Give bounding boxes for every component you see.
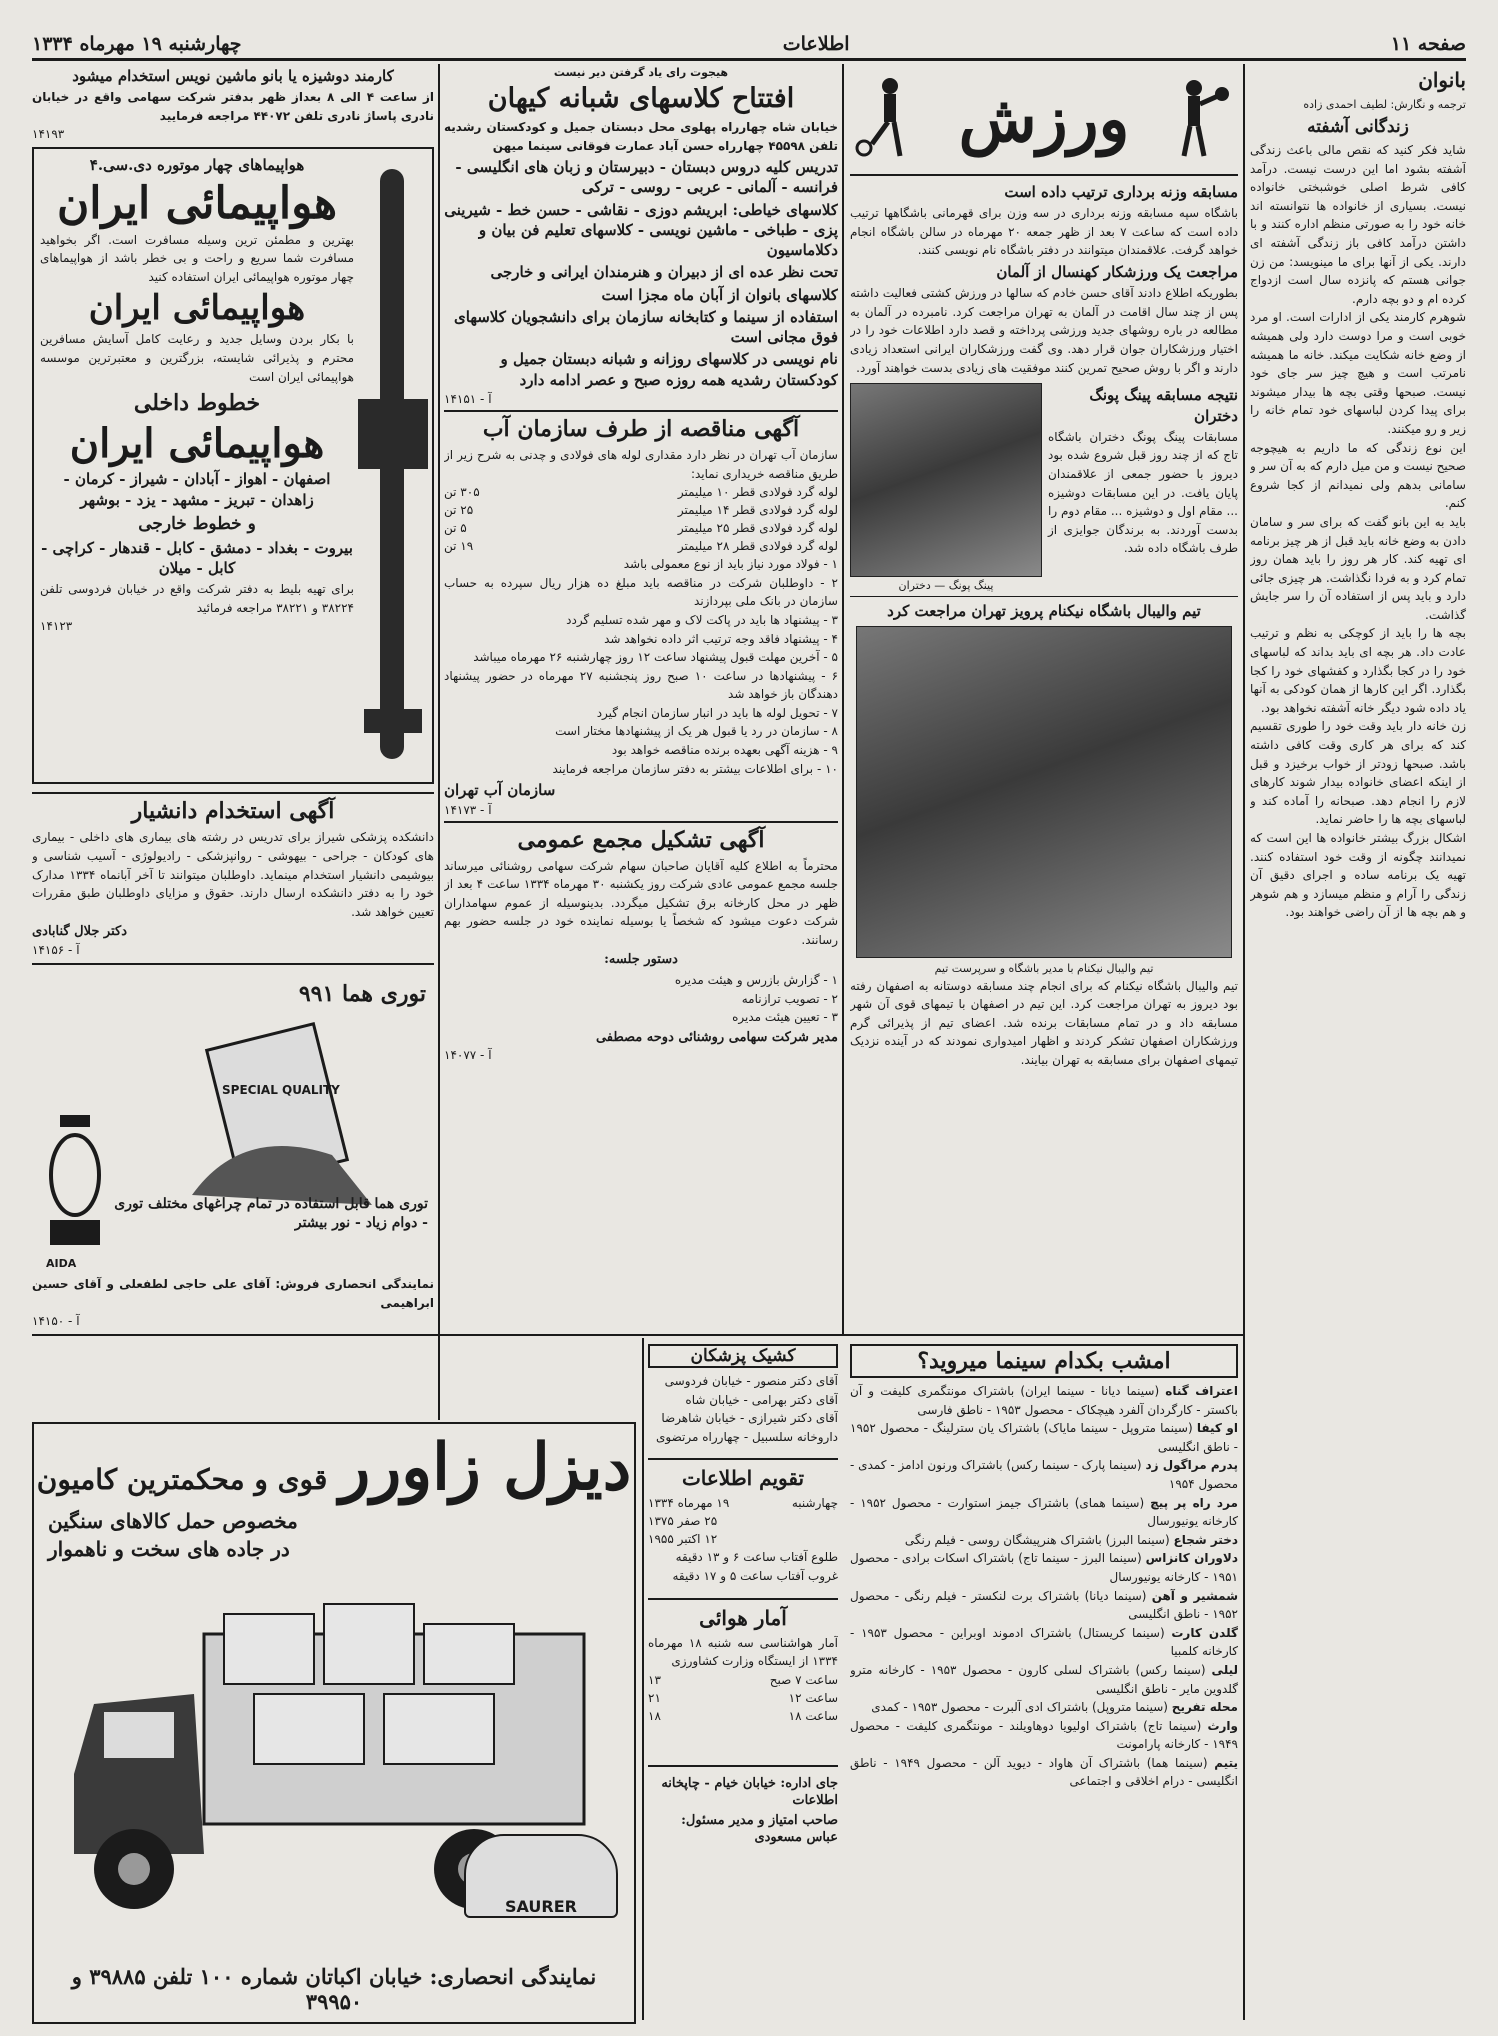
classes-title: افتتاح کلاسهای شبانه کیهان (487, 83, 795, 114)
agenda-item: ۳ - تعیین هیئت مدیره (732, 1010, 838, 1025)
film-info: (سینما البرز - سینما تاج) باشتراک اسکات برادی - محصول ۱۹۵۱ - کارخانه یونیورسال (850, 1551, 1238, 1584)
tender-condition: ۲ - داوطلبان شرکت در مناقصه باید مبلغ ده هزار ریال سپرده به حساب سازمان در بانک ملی بپردازند (444, 575, 838, 609)
lantern-icon (40, 1105, 110, 1255)
hiring-body: از ساعت ۴ الی ۸ بعداز ظهر بدفتر شرکت سهامی واقع در خیابان نادری پاساژ نادری تلفن ۴۴۰۷۲ مراجعه فرمایید (32, 90, 434, 123)
calendar-date: ۱۹ مهرماه ۱۳۳۴ (648, 1496, 730, 1511)
paragraph: این نوع زندگی که ما داریم به هیچوجه صحیح نیست و من میل دارم که به آن سر و سامانی بدهم ولی نمیدانم از کجا شروع کنم. (1250, 440, 1466, 511)
tender-row (444, 519, 838, 537)
doctor-entry: آقای دکتر منصور - خیابان فردوسی (664, 1374, 838, 1388)
ad-kicker: هیجوت رای یاد گرفتن دیر نیست (553, 66, 729, 79)
paragraph: باید به این بانو گفت که برای سر و سامان دادن به وضع خانه باید قبل از هر چیز برنامه ای تهیه کند. کار هر روز را باید همان روز تمام کرد و به فردا نگذاشت. هر چیزی جائی دارد و باید پس از استفاده آن را سر جایش گذاشت. (1250, 514, 1466, 622)
cinema-listing (850, 1494, 1238, 1531)
film-info: (سینما البرز) باشتراک هنرپیشگان روسی - فیلم رنگی (904, 1532, 1170, 1547)
tender-condition: ۱۰ - برای اطلاعات بیشتر به دفتر سازمان مراجعه فرمایند (552, 761, 838, 776)
weather-row (648, 1671, 838, 1689)
pingpong-photo-wrap (850, 383, 1042, 594)
tender-item: لوله گرد فولادی قطر ۲۸ میلیمتر (677, 539, 838, 554)
weather-temp: ۱۸ (648, 1708, 661, 1723)
ad-code: آ - ۱۴۰۷۷ (444, 1048, 492, 1063)
tender-condition: ۹ - هزینه آگهی بعهده برنده مناقصه خواهد بود (611, 743, 838, 758)
headline: مسابقه وزنه برداری ترتیب داده است (1004, 183, 1238, 201)
paragraph: شاید فکر کنید که نقص مالی باعث زندگی آشفته بشود اما این درست نیست. درآمد کافی شرط اصلی خوشبختی خانواده نیست. بسیاری از خانواده ها نتوانسته اند خانه خود را به صورتی منظم اداره کنند و با داشتن درآمد کافی باز زندگی آشفته ای دارند. یکی از آنها برای ما مینویسد: من زن جوانی هستم که پانزده سال است ازدواج کرده ام و دو بچه دارم. (1250, 143, 1466, 306)
film-info: (سینما تاج) باشتراک اولیویا دوهاویلند - مونتگمری کلیفت - محصول ۱۹۴۹ - کارخانه پارامونت (850, 1718, 1238, 1752)
truck-line: در جاده های سخت و ناهموار (48, 1537, 290, 1561)
lantern-body: توری هما قابل استفاده در تمام چراغهای مختلف توری - دوام زیاد - نور بیشتر (114, 1195, 428, 1231)
airline-ad (32, 147, 434, 784)
publisher-address: جای اداره: خیابان خیام - چاپخانه اطلاعات (661, 1775, 838, 1809)
film-name: شمشیر و آهن (1151, 1588, 1238, 1603)
film-name: لیلی (1211, 1662, 1238, 1677)
sports-masthead (850, 64, 1238, 176)
ad-code: ۱۴۱۹۳ (32, 127, 65, 142)
left-column (32, 64, 434, 1410)
headline: تیم والیبال باشگاه نیکنام پرویز تهران مراجعت کرد (850, 596, 1238, 621)
diesel-truck-ad (32, 1422, 636, 2024)
truck-subtitle: قوی و محکمترین کامیون (36, 1463, 328, 1496)
cinema-listing (850, 1382, 1238, 1419)
cinema-listing (850, 1754, 1238, 1791)
doctor-entry: آقای دکتر بهرامی - خیابان شاه (685, 1392, 838, 1407)
tender-qty: ۲۵ تن (444, 503, 474, 518)
tender-condition: ۴ - پیشنهاد فاقد وجه ترتیب اثر داده نخواهد شد (604, 631, 838, 646)
weather-row (648, 1707, 838, 1725)
ad-code: آ - ۱۴۱۵۶ (32, 942, 80, 957)
ad-headline (34, 1430, 634, 1505)
doctors-title: کشیک پزشکان (648, 1344, 838, 1368)
film-info: (سینما کریستال) باشتراک ادموند اوبراین - محصول ۱۹۵۳ - کارخانه کلمبیا (850, 1625, 1238, 1659)
foreign-routes: بیروت - بغداد - دمشق - کابل - قندهار - کراچی - کابل - میلان (41, 538, 353, 577)
film-info: (سینما متروپل - سینما مایاک) باشتراک یان سترلینگ - محصول ۱۹۵۲ - ناطق انگلیسی (850, 1421, 1238, 1454)
paragraph: شوهرم کارمند یکی از ادارات است. او مرد خوبی است و مرا دوست دارد ولی همیشه از وضع خانه شکایت میکند. خانه ما همیشه نامرتب است و هیچ چیز سر جای خود نیست. صبحها وقتی بچه ها بیدار میشوند برای پیدا کردن لباسهای خود تمام خانه را زیر و رو میکنند. (1250, 310, 1466, 436)
film-name: مرد راه پر پیچ (1150, 1495, 1238, 1510)
tender-qty: ۱۹ تن (444, 539, 474, 554)
film-name: اعتراف گناه (1165, 1384, 1238, 1398)
doctor-entry: آقای دکتر شیرازی - خیابان شاهرضا (661, 1411, 838, 1426)
film-name: پدرم مراگول زد (1145, 1458, 1238, 1473)
byline: ترجمه و نگارش: لطیف احمدی زاده (1303, 98, 1466, 111)
cinema-listing (850, 1456, 1238, 1493)
divider (444, 821, 838, 823)
photo-caption: تیم والیبال نیکنام با مدیر باشگاه و سرپرست تیم (934, 961, 1154, 975)
tender-item: لوله گرد فولادی قطر ۲۵ میلیمتر (677, 521, 838, 536)
sports-title: ورزش (958, 81, 1130, 157)
tender-condition: ۵ - آخرین مهلت قبول پیشنهاد ساعت ۱۲ روز چهارشنبه ۲۶ مهرماه میباشد (473, 650, 838, 665)
article-body: باشگاه سپه مسابقه وزنه برداری در سه وزن برای قهرمانی باشگاهها ترتیب داده است که ساعت ۷ بعد از ظهر جمعه ۲۰ مهرماه در سالن باشگاه انجام خواهد گرفت. علاقمندان میتوانند در دفتر باشگاه نام نویسی کنند. (850, 206, 1238, 258)
cinema-section (850, 1340, 1238, 2020)
airline-contact: برای تهیه بلیط به دفتر شرکت واقع در خیابان فردوسی تلفن ۳۸۲۲۴ و ۳۸۲۲۱ مراجعه فرمائید (40, 582, 354, 615)
cinema-title: امشب بکدام سینما میروید؟ (850, 1344, 1238, 1378)
sports-section (850, 64, 1238, 1330)
tender-item: لوله گرد فولادی قطر ۱۴ میلیمتر (677, 503, 838, 518)
truck-contact: نمایندگی انحصاری: خیابان اکباتان شماره ۱۰۰ تلفن ۳۹۸۸۵ و ۳۹۹۵۰ (71, 1964, 597, 2014)
column-rule (642, 1338, 644, 2020)
calendar-title: تقویم اطلاعات (648, 1458, 838, 1490)
tender-condition: ۳ - پیشنهاد ها باید در پاکت لاک و مهر شده تسلیم گردد (566, 612, 838, 627)
weather-temp: ۲۱ (648, 1690, 661, 1705)
headline: نتیجه مسابقه پینگ پونگ دختران (1089, 386, 1238, 425)
article-body: تیم والیبال باشگاه نیکنام که برای انجام چند مسابقه دوستانه به اصفهان رفته بود دیروز به تهران مراجعت کرد. این تیم در اصفهان با تیمهای قوی آن شهر مسابقه داد و در تمام مسابقات برنده شد. اعضای تیم از پذیرائی گرم ورزشکاران اصفهان تشکر کردند و اظهار امیدواری نمودند که در آینده نزدیک تیمهای اصفهان برای مسابقه به تهران بیایند. (850, 978, 1238, 1067)
airline-name: هواپیمائی ایران (56, 177, 338, 229)
film-info: (سینما دیانا) باشتراک برت لنکستر - فیلم رنگی - محصول ۱۹۵۲ - ناطق انگلیسی (850, 1588, 1238, 1622)
airline-intro: بهترین و مطمئن ترین وسیله مسافرت است. اگر بخواهید مسافرت شما سریع و راحت و بی خطر باشد از هواپیماهای چهار موتوره هواپیمائی ایران استفاده کنید (40, 232, 354, 284)
domestic-title: خطوط داخلی (133, 390, 261, 417)
womens-section (1250, 64, 1466, 2020)
brand-label: SPECIAL QUALITY (222, 1082, 340, 1097)
students-signature: دکتر جلال گنابادی (32, 924, 127, 940)
paragraph: بچه ها را باید از کوچکی به نظم و ترتیب عادت داد. هر بچه ای باید بداند که لباسهای خود را در کجا بگذارد و کفشهای خود را کجا بگذارد. اگر این کارها از همان کودکی به آنها یاد داده شود دیگر خانه آشفته نخواهد بود. (1250, 626, 1466, 715)
film-name: او کیفا (1196, 1421, 1238, 1436)
ad-code: آ - ۱۴۱۵۱ (444, 391, 492, 406)
tender-condition: ۷ - تحویل لوله ها باید در انبار سازمان انجام گیرد (596, 705, 838, 720)
classes-line: کلاسهای خیاطی: ابریشم دوزی - نقاشی - حسن خط - شیرینی پزی - طباخی - ماشین نویسی - کلاسهای تعلیم فن بیان و دکلاماسیون (444, 200, 838, 260)
footballers-icon (850, 74, 914, 164)
truck-brand-title: دیزل زاورر (339, 1430, 632, 1505)
film-info: (سینما هما) باشتراک آن هاواد - دیوید آلن - محصول ۱۹۴۹ - ناطق انگلیسی - درام اخلاقی و اجتماعی (850, 1755, 1238, 1789)
hiring-title: کارمند دوشیزه یا بانو ماشین نویس استخدام میشود (72, 67, 394, 85)
sunset: غروب آفتاب ساعت ۵ و ۱۷ دقیقه (672, 1568, 838, 1583)
domestic-routes: اصفهان - اهواز - آبادان - شیراز - کرمان - زاهدان - تبریز - مشهد - یزد - بوشهر (63, 470, 331, 509)
assembly-title: آگهی تشکیل مجمع عمومی (517, 826, 765, 853)
cinema-listing (850, 1549, 1238, 1586)
cinema-listing (850, 1624, 1238, 1661)
film-info: (سینما همای) باشتراک جیمز استوارت - محصول ۱۹۵۲ - کارخانه یونیورسال (850, 1495, 1238, 1529)
airline-name: هواپیمائی ایران (88, 288, 306, 329)
classes-line: تدریس کلیه دروس دبستان - دبیرستان و زبان های انگلیسی - فرانسه - آلمانی - عربی - روسی - ترکی (455, 158, 838, 197)
classes-line: تحت نظر عده ای از دبیران و هنرمندان ایرانی و خارجی (490, 263, 838, 282)
airline-name: هواپیمائی ایران (69, 420, 325, 468)
film-name: گلدن کارت (1171, 1625, 1238, 1640)
imprint (648, 1765, 838, 1847)
boxers-icon (1174, 74, 1238, 164)
weather-time: ساعت ۱۸ (788, 1708, 838, 1723)
classes-line: استفاده از سینما و کتابخانه سازمان برای دانشجویان کلاسهای فوق مجانی است (454, 307, 838, 347)
film-name: دلاوران کانزاس (1145, 1551, 1238, 1566)
tender-condition: ۶ - پیشنهادها در ساعت ۱۰ صبح روز پنجشنبه ۲۷ مهرماه در حضور پیشنهاد دهندگان باز خواهد شد (444, 668, 838, 702)
weather-time: ساعت ۷ صبح (769, 1672, 838, 1687)
publisher-owner: صاحب امتیاز و مدیر مسئول: عباس مسعودی (681, 1812, 838, 1846)
middle-column (444, 64, 838, 1414)
weather-row (648, 1689, 838, 1707)
lantern-ad (32, 963, 434, 1275)
airline-top: هواپیماهای چهار موتوره دی.سی.۴ (89, 156, 305, 175)
headline: مراجعت یک ورزشکار کهنسال از آلمان (996, 263, 1238, 282)
paragraph: اشکال بزرگ بیشتر خانواده ها این است که نمیدانند چگونه از وقت خود استفاده کنند. تهیه یک برنامه ساده و اجرای دقیق آن زندگی را آرام و منظم میسازد و هم شوهر و هم بچه ها از آن راضی خواهند بود. (1250, 831, 1466, 920)
ad-code: ۱۴۱۲۳ (40, 619, 73, 634)
film-info: (سینما دیانا - سینما ایران) باشتراک مونتگمری کلیفت و آن باکستر - کارگردان آلفرد هیچکاک - محصول ۱۹۵۳ - ناطق فارسی (850, 1384, 1238, 1417)
tender-row (444, 501, 838, 519)
saurer-logo: SAURER (464, 1834, 618, 1918)
film-name: یتیم (1214, 1755, 1238, 1770)
agenda-item: ۱ - گزارش بازرس و هیئت مدیره (674, 973, 838, 988)
film-info: (سینما رکس) باشتراک لسلی کارون - محصول ۱۹۵۳ - کارخانه مترو گلدوین مایر - ناطق انگلیسی (850, 1662, 1238, 1696)
assembly-body: محترماً به اطلاع کلیه آقایان صاحبان سهام شرکت سهامی روشنائی میرساند جلسه مجمع عمومی عادی شرکت روز یکشنبه ۳۰ مهرماه ۱۳۳۴ ساعت ۴ بعد از ظهر در محل کارخانه برق تشکیل میگردد. بدینوسیله از عموم سهامداران شرکت دعوت میشود که شخصاً یا بوسیله نماینده خود در جلسه حضور بهم رسانند. (444, 858, 838, 947)
page-header (32, 30, 1466, 61)
tender-title: آگهی مناقصه از طرف سازمان آب (482, 415, 800, 442)
foreign-title: و خطوط خارجی (138, 513, 256, 534)
paper-name: اطلاعات (782, 33, 850, 55)
tender-row (444, 483, 838, 501)
cinema-listing (850, 1587, 1238, 1624)
calendar-date: ۱۲ اکتبر ۱۹۵۵ (648, 1532, 718, 1547)
tender-condition: ۸ - سازمان در رد یا قبول هر یک از پیشنهادها مختار است (555, 724, 838, 739)
cinema-listing (850, 1419, 1238, 1456)
article-body: بطوریکه اطلاع دادند آقای حسن خادم که سالها در ورزش کشتی فعالیت داشته پس از چند سال اقامت در آلمان به تهران مراجعت کرد. نامبرده در آلمان به مطالعه در باره روشهای جدید ورزشی پرداخته و قصد دارد اطلاعات خود را در اختیار ورزشکاران جوان قرار دهد. وی گفت ورزشکاران ایرانی استعداد زیادی دارند و اگر با روش صحیح تمرین کنند موفقیت های زیادی بدست خواهند آورد. (850, 286, 1238, 375)
airline-body: با بکار بردن وسایل جدید و رعایت کامل آسایش مسافرین محترم و پذیرائی شایسته، بزرگترین و معتبرترین موسسه هواپیمائی ایران است (40, 332, 354, 384)
tender-condition: ۱ - فولاد مورد نیاز باید از نوع معمولی باشد (623, 557, 838, 572)
volleyball-team-photo (856, 626, 1232, 958)
ad-code: آ - ۱۴۱۵۰ (32, 1314, 80, 1329)
cinema-listing (850, 1661, 1238, 1698)
agenda-title: دستور جلسه: (604, 952, 678, 968)
article-body: مسابقات پینگ پونگ دختران باشگاه تاج که از چند روز قبل شروع شده بود دیروز با حضور جمعی از علاقمندان پایان یافت. در این مسابقات دوشیزه ... مقام اول و دوشیزه ... مقام دوم را بدست آوردند. به برندگان جوایزی از طرف باشگاه داده شد. (1048, 429, 1238, 556)
pingpong-block (850, 383, 1238, 594)
tender-signature: سازمان آب تهران (444, 781, 556, 800)
weather-title: آمار هوائی (648, 1598, 838, 1630)
lantern-title: توری هما ۹۹۱ (298, 980, 426, 1007)
calendar-day: چهارشنبه (791, 1496, 838, 1511)
tender-item: لوله گرد فولادی قطر ۱۰ میلیمتر (677, 485, 838, 500)
students-title: آگهی استخدام دانشیار (131, 798, 335, 825)
cinema-listing (850, 1531, 1238, 1550)
lamp-label: AIDA (46, 1256, 77, 1270)
students-body: دانشکده پزشکی شیراز برای تدریس در رشته های بیماری های داخلی - بیماری های کودکان - جراحی - بیهوشی - روانپزشکی - رادیولوژی - آسیب شناسی و بیوشیمی دانشیار استخدام مینماید. داوطلبان میتوانند تا آخر آبانماه ۱۳۳۴ مدارک خود را به دفتر دانشکده ارسال دارند. حقوق و مزایای داوطلبان طبق مقررات تعیین خواهد شد. (32, 830, 434, 919)
column-rule (842, 64, 844, 1334)
tender-row (444, 537, 838, 555)
cinema-listing (850, 1698, 1238, 1717)
tender-intro: سازمان آب تهران در نظر دارد مقداری لوله های فولادی و چدنی به شرح زیر از طریق مناقصه خریداری نماید: (444, 447, 838, 481)
tender-qty: ۵ تن (444, 521, 467, 536)
mantle-package-illustration (182, 1005, 382, 1205)
classes-line: نام نویسی در کلاسهای روزانه و شبانه دبستان جمیل و کودکستان رشدیه همه روزه صبح و عصر ادامه دارد (500, 350, 838, 389)
film-name: وارث (1207, 1718, 1238, 1733)
photo-caption: پینگ پونگ — دختران (898, 579, 994, 593)
weather-body: آمار هواشناسی سه شنبه ۱۸ مهرماه ۱۳۳۴ از ایستگاه وزارت کشاورزی (648, 1635, 838, 1669)
weather-temp: ۱۳ (648, 1672, 661, 1687)
article-title: زندگانی آشفته (1307, 117, 1409, 138)
calendar-row (648, 1530, 838, 1548)
ad-code: آ - ۱۴۱۷۳ (444, 802, 492, 817)
calendar-row (648, 1494, 838, 1512)
pingpong-photo (850, 383, 1042, 577)
divider (444, 410, 838, 412)
column-rule (438, 64, 440, 1420)
calendar-row (648, 1512, 838, 1530)
column-rule (1243, 64, 1245, 2020)
doctor-entry: داروخانه سلسبیل - چهارراه مرتضوی (656, 1429, 838, 1444)
info-column (648, 1340, 838, 2020)
divider (32, 792, 434, 794)
cinema-listing (850, 1717, 1238, 1754)
film-name: محله تفریح (1171, 1700, 1238, 1715)
pingpong-text (1048, 383, 1238, 594)
section-title: بانوان (1418, 68, 1466, 92)
assembly-signature: مدیر شرکت سهامی روشنائی دوحه مصطفی (595, 1029, 838, 1045)
film-name: دختر شجاع (1173, 1532, 1238, 1547)
agenda-item: ۲ - تصویب ترازنامه (741, 991, 838, 1006)
classes-address: خیابان شاه چهارراه پهلوی محل دبستان جمیل و کودکستان رشدیه تلفن ۴۵۵۹۸ چهارراه حسن آباد عمارت فوقانی سینما میهن (444, 120, 838, 153)
film-info: (سینما پارک - سینما رکس) باشتراک ورنون ادامز - کمدی - محصول ۱۹۵۴ (850, 1458, 1238, 1491)
airplane-icon (358, 169, 428, 759)
calendar-date: ۲۵ صفر ۱۳۷۵ (648, 1514, 718, 1529)
tender-qty: ۳۰۵ تن (444, 485, 480, 500)
paragraph: زن خانه دار باید وقت خود را طوری تقسیم کند که برای هر کاری وقت کافی داشته باشد. صبحها زودتر از خواب برخیزد و قبل از اینکه اعضای خانواده بیدار شوند کارهای لازم را انجام دهد. صبحانه را آماده کند و لباسهای بچه ها را حاضر نماید. (1250, 719, 1466, 827)
page-number: صفحه ۱۱ (1390, 33, 1466, 55)
film-info: (سینما متروپل) باشتراک ادی آلبرت - محصول ۱۹۵۳ - کمدی (871, 1700, 1168, 1715)
truck-line: مخصوص حمل کالاهای سنگین (48, 1509, 298, 1533)
sunrise: طلوع آفتاب ساعت ۶ و ۱۳ دقیقه (675, 1550, 838, 1565)
lantern-agents: نمایندگی انحصاری فروش: آقای علی حاجی لطفعلی و آقای حسین ابراهیمی (32, 1276, 434, 1310)
weather-time: ساعت ۱۲ (788, 1690, 838, 1705)
issue-date: چهارشنبه ۱۹ مهرماه ۱۳۳۴ (32, 33, 242, 55)
classes-line: کلاسهای بانوان از آبان ماه مجزا است (601, 285, 838, 304)
